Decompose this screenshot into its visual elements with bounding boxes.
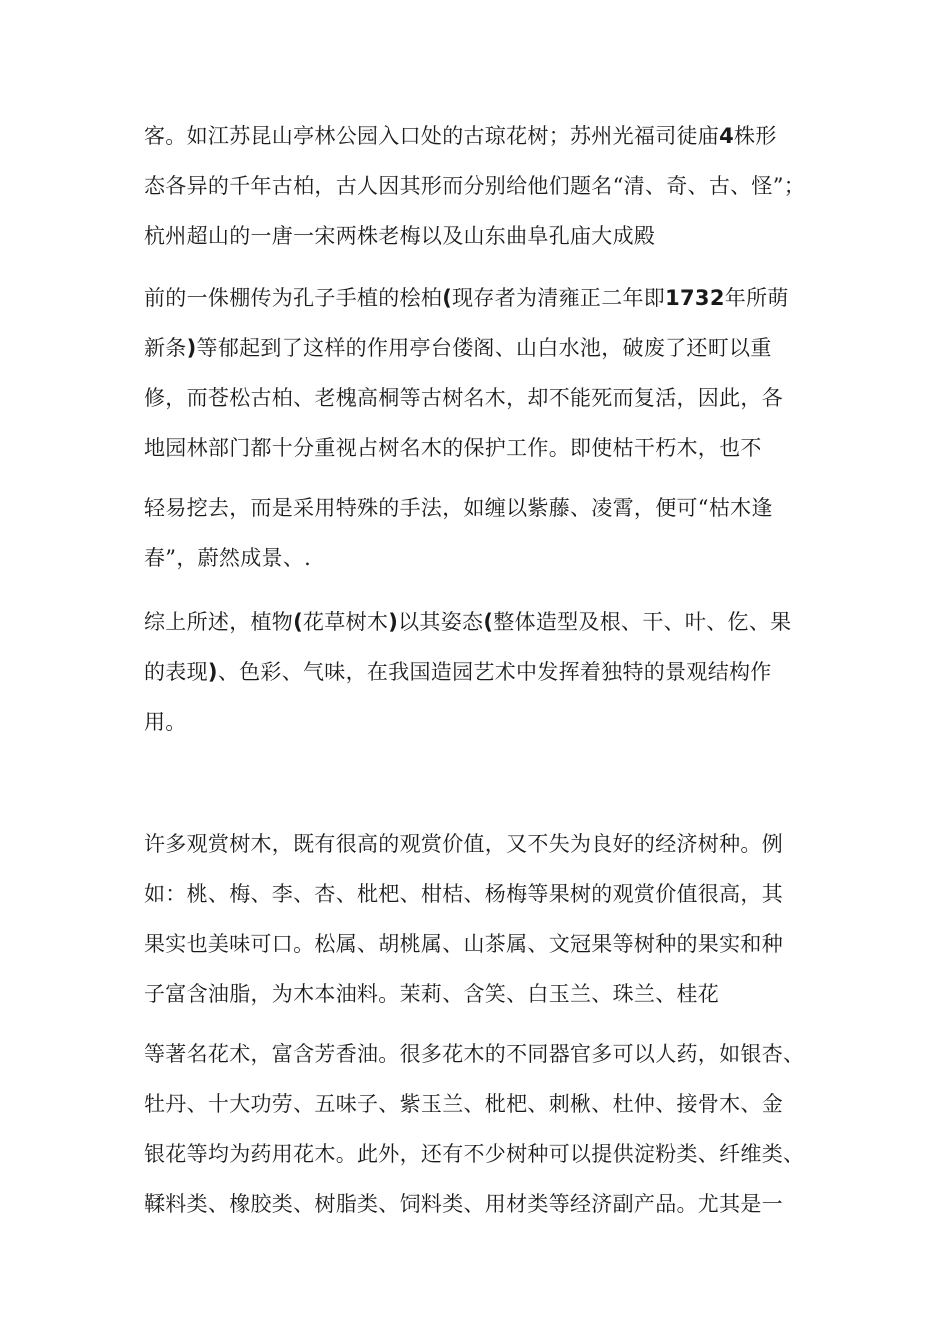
bold-text-segment: ) (207, 660, 218, 684)
text-line (144, 273, 808, 323)
text-line (144, 969, 808, 1019)
text-line (144, 697, 808, 747)
text-line (144, 1179, 808, 1229)
text-line (144, 161, 808, 211)
text-segment: 等著名花术，富含芳香油。很多花木的不同器官多可以人药，如银杏、 (144, 1042, 805, 1066)
text-segment: 综上所述，植物 (144, 610, 294, 634)
text-line (144, 869, 808, 919)
text-segment: 鞣料类、橡胶类、树脂类、饲料类、用材类等经济副产品。尤其是一 (144, 1192, 783, 1216)
bold-text-segment: ) (186, 336, 197, 360)
text-segment: 现存者为清雍正二年即 (452, 286, 666, 310)
paragraph-economic-trees (144, 819, 808, 1019)
text-line (144, 323, 808, 373)
text-line (144, 111, 808, 161)
text-line (144, 423, 808, 473)
text-segment: 年所萌 (724, 286, 789, 310)
paragraph-ancient-trees (144, 111, 808, 261)
text-line (144, 211, 808, 261)
text-segment: 子富含油脂，为木本油料。茉莉、含笑、白玉兰、珠兰、桂花 (144, 982, 720, 1006)
text-segment: 态各异的千年古柏，古人因其形而分别给他们题名“清、奇、古、怪”； (144, 174, 806, 198)
text-segment: 用。 (144, 710, 187, 734)
paragraph-medicinal-trees (144, 1029, 808, 1229)
bold-text-segment: ( (483, 610, 494, 634)
bold-text-segment: 1732 (665, 286, 725, 310)
text-segment: 许多观赏树木，既有很高的观赏价值，又不失为良好的经济树种。例 (144, 832, 783, 856)
text-segment: 客。如江苏昆山亭林公园入口处的古琼花树；苏州光福司徒庙 (144, 124, 720, 148)
text-segment: 如：桃、梅、李、杏、枇杷、柑桔、杨梅等果树的观赏价值很高，其 (144, 882, 783, 906)
bold-text-segment: 4 (719, 124, 735, 148)
text-line (144, 647, 808, 697)
text-segment: 果实也美味可口。松属、胡桃属、山茶属、文冠果等树种的果实和种 (144, 932, 783, 956)
text-line (144, 597, 808, 647)
text-segment: 等郁起到了这样的作用亭台偻阁、山白水池，破废了还町以重 (196, 336, 772, 360)
text-segment: 花草树木 (303, 610, 389, 634)
text-line (144, 373, 808, 423)
paragraph-dead-wood-spring (144, 483, 808, 583)
text-line (144, 533, 808, 583)
bold-text-segment: ( (293, 610, 304, 634)
text-segment: 前的一侏棚传为孔子手植的桧柏 (144, 286, 443, 310)
paragraph-summary (144, 597, 808, 747)
text-segment: 以其姿态 (398, 610, 484, 634)
text-line (144, 483, 808, 533)
text-segment: 地园林部门都十分重视占树名木的保护工作。即使枯干朽木，也不 (144, 436, 762, 460)
text-line (144, 1079, 808, 1129)
text-segment: 轻易挖去，而是采用特殊的手法，如缠以紫藤、凌霄，便可“枯木逢 (144, 496, 773, 520)
text-segment: 新条 (144, 336, 187, 360)
text-line (144, 819, 808, 869)
text-segment: 杭州超山的一唐一宋两株老梅以及山东曲阜孔庙大成殿 (144, 224, 656, 248)
text-segment: 的表现 (144, 660, 208, 684)
text-segment: 、色彩、气味，在我国造园艺术中发挥着独特的景观结构作 (217, 660, 772, 684)
text-segment: 银花等均为药用花木。此外，还有不少树种可以提供淀粉类、纤维类、 (144, 1142, 805, 1166)
bold-text-segment: ) (388, 610, 399, 634)
text-line (144, 1029, 808, 1079)
text-segment: 牡丹、十大功劳、五味子、紫玉兰、枇杷、刺楸、杜仲、接骨木、金 (144, 1092, 783, 1116)
text-line (144, 919, 808, 969)
text-line (144, 1129, 808, 1179)
text-segment: 修，而苍松古柏、老槐高桐等古树名木，却不能死而复活，因此，各 (144, 386, 783, 410)
text-segment: 整体造型及根、干、叶、仡、果 (493, 610, 792, 634)
bold-text-segment: ( (442, 286, 453, 310)
paragraph-cypress-confucius (144, 273, 808, 473)
text-segment: 春”，蔚然成景、. (144, 546, 312, 570)
text-segment: 株形 (734, 124, 777, 148)
